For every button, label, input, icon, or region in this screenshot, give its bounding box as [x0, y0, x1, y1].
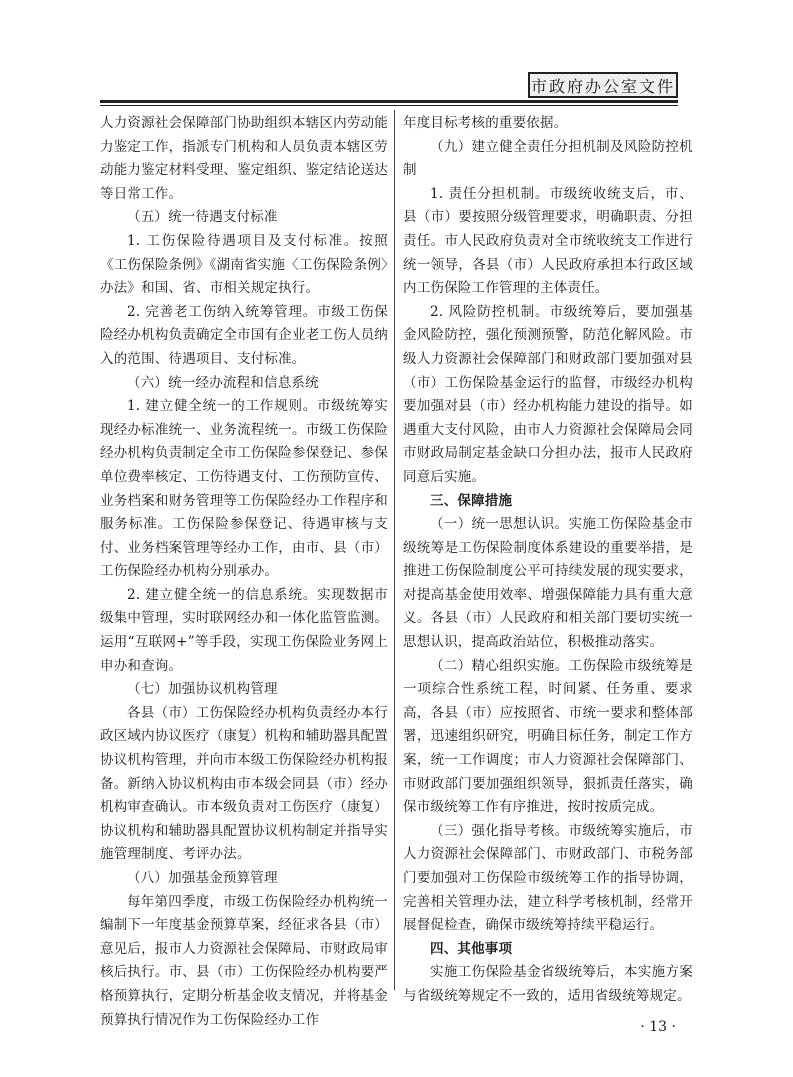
- paragraph: （二）精心组织实施。工伤保险市级统筹是一项综合性系统工程，时间紧、任务重、要求高，各县（市）应按照省、市统一要求和整体部署，迅速组织研究，明确目标任务，制定工作方案，统一工作调度；市人力资源社会保障部门、市财政部门要加强组织领导，狠抓责任落实，确保市级统筹工作有序推进，按时按质完成。: [403, 657, 693, 816]
- paragraph: 1. 责任分担机制。市级统收统支后，市、县（市）要按照分级管理要求，明确职责、分担责任。市人民政府负责对全市统收统支工作进行统一领导，各县（市）人民政府承担本行政区域内工伤保险工作管理的主体责任。: [403, 185, 693, 297]
- column-divider: [394, 110, 395, 990]
- header-rule: [100, 100, 678, 103]
- paragraph: 2. 完善老工伤纳入统筹管理。市级工伤保险经办机构负责确定全市国有企业老工伤人员纳入的范围、待遇项目、支付标准。: [100, 303, 388, 367]
- paragraph: （六）统一经办流程和信息系统: [127, 374, 319, 391]
- paragraph: 每年第四季度，市级工伤保险经办机构统一编制下一年度基金预算草案，经征求各县（市）意见后，报市人力资源社会保障局、市财政局审核后执行。市、县（市）工伤保险经办机构要严格预算执行，定期分析基金收支情况，并将基金预算执行情况作为工伤保险经办工作: [100, 893, 388, 1028]
- paragraph: 实施工伤保险基金省级统筹后，本实施方案与省级统筹规定不一致的，适用省级统筹规定。: [403, 964, 693, 1004]
- right-column: [403, 112, 693, 1009]
- paragraph: 1. 工伤保险待遇项目及支付标准。按照《工伤保险条例》《湖南省实施〈工伤保险条例〉办法》和国、省、市相关规定执行。: [100, 232, 388, 297]
- paragraph: 1. 建立健全统一的工作规则。市级统筹实现经办标准统一、业务流程统一。市级工伤保险经办机构负责制定全市工伤保险参保登记、参保单位费率核定、工伤待遇支付、工伤预防宣传、业务档案和财务管理等工伤保险经办工作程序和服务标准。工伤保险参保登记、待遇审核与支付、业务档案管理等经办工作，由市、县（市）工伤保险经办机构分别承办。: [100, 398, 388, 580]
- paragraph: 2. 风险防控机制。市级统筹后，要加强基金风险防控，强化预测预警，防范化解风险。市级人力资源社会保障部门和财政部门要加强对县（市）工伤保险基金运行的监督，市级经办机构要加强对县（市）经办机构能力建设的指导。如遇重大支付风险，由市人力资源社会保障局会同市财政局制定基金缺口分担办法，报市人民政府同意后实施。: [403, 303, 693, 485]
- paragraph: （七）加强协议机构管理: [127, 681, 278, 698]
- paragraph: 年度目标考核的重要依据。: [403, 115, 568, 131]
- left-column: [100, 112, 388, 1032]
- paragraph: 2. 建立健全统一的信息系统。实现数据市级集中管理，实时联网经办和一体化监管监测。运用“互联网+”等手段，实现工伤保险业务网上申办和查询。: [100, 586, 388, 674]
- paragraph: 各县（市）工伤保险经办机构负责经办本行政区域内协议医疗（康复）机构和辅助器具配置协议机构管理，并向市本级工伤保险经办机构报备。新纳入协议机构由市本级会同县（市）经办机构审查确认。市本级负责对工伤医疗（康复）协议机构和辅助器具配置协议机构制定并指导实施管理制度、考评办法。: [100, 704, 388, 863]
- paragraph: （三）强化指导考核。市级统筹实施后，市人力资源社会保障部门、市财政部门、市税务部门要加强对工伤保险市级统筹工作的指导协调，完善相关管理办法，建立科学考核机制，经常开展督促检查，确保市级统筹持续平稳运行。: [403, 822, 693, 934]
- header-rule-thin: [100, 105, 678, 106]
- paragraph: 人力资源社会保障部门协助组织本辖区内劳动能力鉴定工作，指派专门机构和人员负责本辖区劳动能力鉴定材料受理、鉴定组织、鉴定结论送达等日常工作。: [100, 115, 388, 202]
- paragraph: （九）建立健全责任分担机制及风险防控机制: [403, 138, 693, 179]
- header-section-tag: 市政府办公室文件: [528, 72, 678, 98]
- page-number: · 13 ·: [640, 1019, 676, 1035]
- paragraph: 四、其他事项: [430, 940, 513, 957]
- paragraph: （五）统一待遇支付标准: [127, 209, 278, 226]
- paragraph: 三、保障措施: [430, 492, 513, 509]
- paragraph: （八）加强基金预算管理: [127, 870, 278, 886]
- paragraph: （一）统一思想认识。实施工伤保险基金市级统筹是工伤保险制度体系建设的重要举措，是推进工伤保险制度公平可持续发展的现实要求，对提高基金使用效率、增强保障能力具有重大意义。各县（市）人民政府和相关部门要切实统一思想认识，提高政治站位，积极推动落实。: [403, 516, 693, 651]
